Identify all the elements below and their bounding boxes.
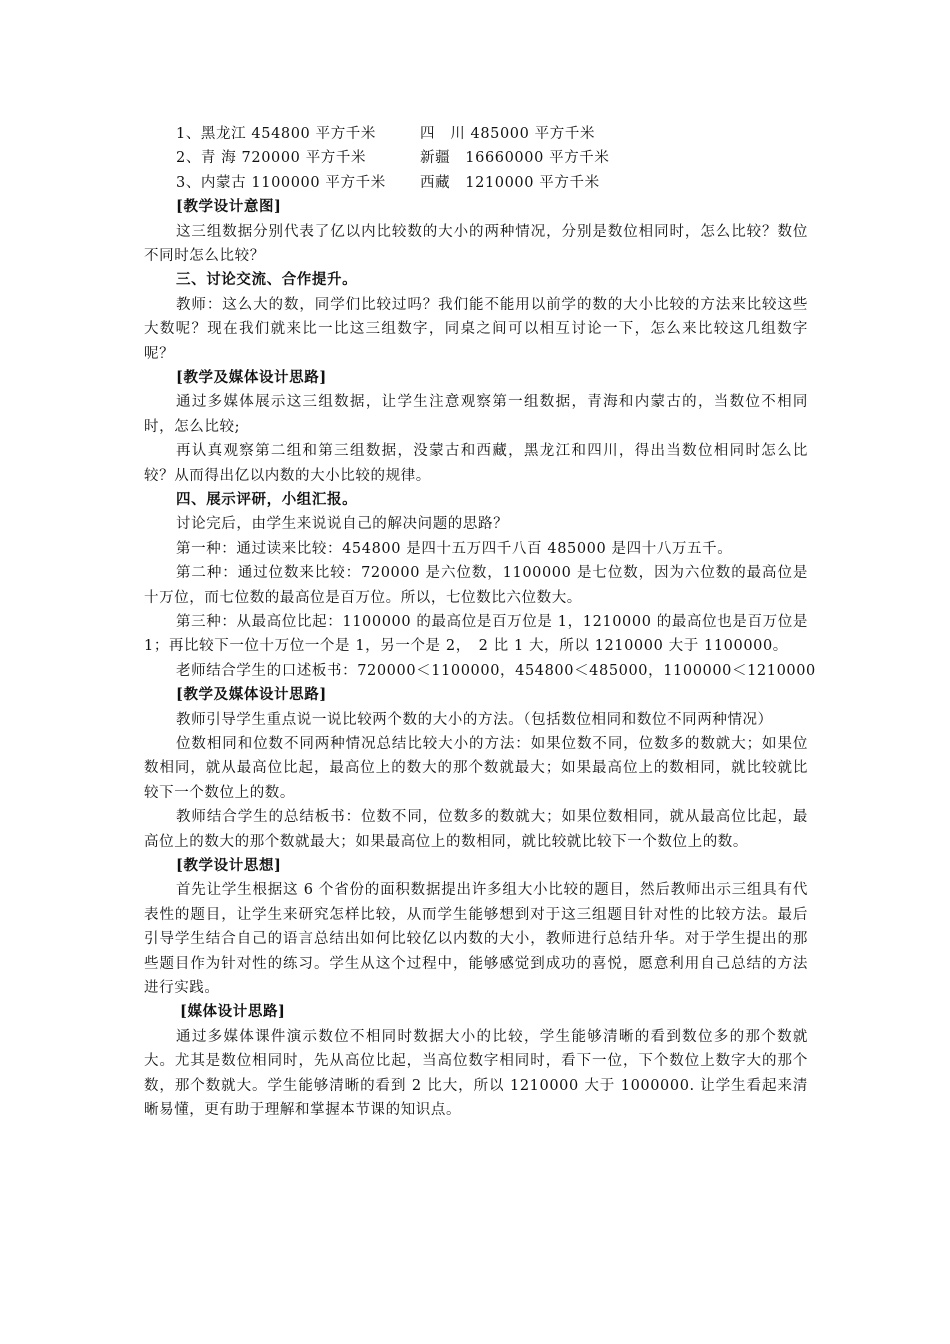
paragraph: 教师引导学生重点说一说比较两个数的大小的方法。（包括数位相同和数位不同两种情况） (176, 711, 773, 728)
data-row (144, 146, 808, 170)
paragraph: 第一种：通过读来比较：454800 是四十五万四千八百 485000 是四十八万五千。 (176, 540, 733, 557)
section-heading: 四、展示评研，小组汇报。 (176, 491, 358, 508)
section-heading: [教学设计思想] (176, 857, 282, 875)
province-area-left: 2、青 海 720000 平方千米 (176, 150, 367, 167)
province-area-right: 四 川 485000 平方千米 (420, 126, 596, 142)
paragraph: 通过多媒体课件演示数位不相同时数据大小的比较，学生能够清晰的看到数位多的那个数就大。尤其是数位相同时，先从高位比起，当高位数字相同时，看下一位，下个数位上数字大的那个数，那个数就大。学生能够清晰的看到 2 比大，所以 1210000 大于 1000000. 让学生看起来清晰易懂，更有助于理解和掌握本节课的知识点。 (144, 1028, 808, 1119)
section-heading: [媒体设计思路] (180, 1003, 286, 1021)
province-area-left: 1、黑龙江 454800 平方千米 (176, 126, 376, 142)
data-row (144, 122, 808, 146)
section-heading: [教学及媒体设计思路] (176, 686, 327, 704)
province-area-left: 3、内蒙古 1100000 平方千米 (176, 174, 386, 191)
paragraph: 位数相同和位数不同两种情况总结比较大小的方法：如果位数不同，位数多的数就大；如果位数相同，就从最高位比起，最高位上的数大的那个数就最大；如果最高位上的数相同，就比较就比较下一个数位上的数。 (144, 736, 808, 801)
paragraph: 教师结合学生的总结板书：位数不同，位数多的数就大；如果位数相同，就从最高位比起，最高位上的数大的那个数就最大；如果最高位上的数相同，就比较就比较下一个数位上的数。 (144, 809, 808, 850)
section-heading: 三、讨论交流、合作提升。 (176, 271, 358, 289)
paragraph: 再认真观察第二组和第三组数据，没蒙古和西藏，黑龙江和四川，得出当数位相同时怎么比较？从而得出亿以内数的大小比较的规律。 (144, 443, 808, 484)
paragraph: 第三种：从最高位比起：1100000 的最高位是百万位是 1，1210000 的最高位也是百万位是 1；再比较下一位十万位一个是 1，另一个是 2， 2 比 1 大，所以 1210000 大于 1100000。 (144, 614, 808, 655)
province-area-right: 新疆 16660000 平方千米 (420, 150, 610, 167)
paragraph: 首先让学生根据这 6 个省份的面积数据提出许多组大小比较的题目，然后教师出示三组具有代表性的题目，让学生来研究怎样比较，从而学生能够想到对于这三组题目针对性的比较方法。最后引导学生结合自己的语言总结出如何比较亿以内数的大小，教师进行总结升华。对于学生提出的那些题目作为针对性的练习。学生从这个过程中，能够感觉到成功的喜悦，愿意利用自己总结的方法进行实践。 (144, 882, 808, 997)
document-page (144, 122, 816, 1123)
paragraph: 讨论完后，由学生来说说自己的解决问题的思路？ (176, 516, 509, 533)
paragraph: 这三组数据分别代表了亿以内比较数的大小的两种情况，分别是数位相同时，怎么比较？数位不同时怎么比较？ (144, 223, 808, 264)
province-area-right: 西藏 1210000 平方千米 (420, 174, 600, 191)
section-heading: [教学及媒体设计思路] (176, 368, 327, 386)
paragraph: 教师：这么大的数，同学们比较过吗？我们能不能用以前学的数的大小比较的方法来比较这些大数呢？现在我们就来比一比这三组数字，同桌之间可以相互讨论一下，怎么来比较这几组数字呢？ (144, 296, 808, 362)
data-row (144, 171, 808, 195)
paragraph: 老师结合学生的口述板书：720000＜1100000，454800＜485000，1100000＜1210000 (176, 662, 816, 679)
paragraph: 通过多媒体展示这三组数据，让学生注意观察第一组数据，青海和内蒙古的，当数位不相同时，怎么比较; (144, 394, 808, 435)
paragraph: 第二种：通过位数来比较：720000 是六位数，1100000 是七位数，因为六位数的最高位是十万位，而七位数的最高位是百万位。所以，七位数比六位数大。 (144, 565, 808, 606)
section-heading: [教学设计意图] (176, 198, 282, 216)
